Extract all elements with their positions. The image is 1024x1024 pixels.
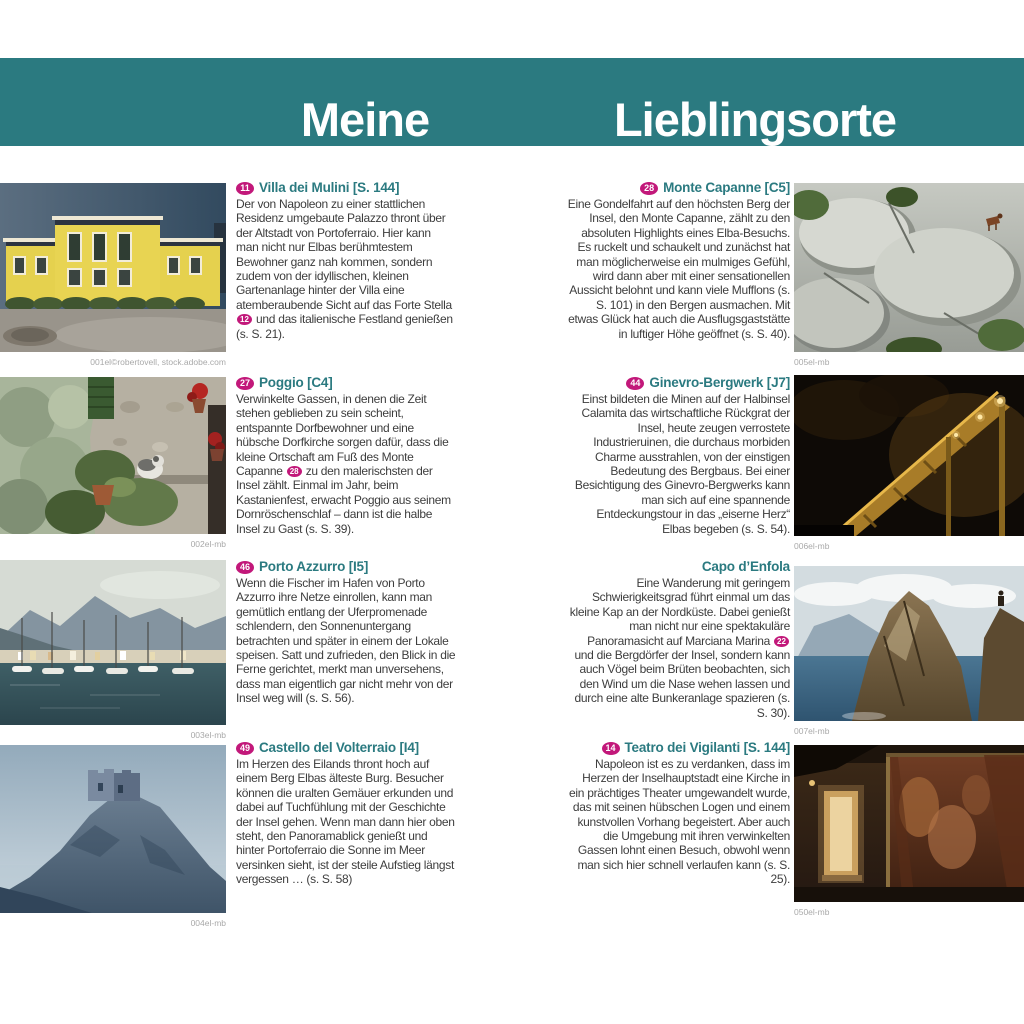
place-title: Ginevro-Bergwerk [J7] [649, 375, 790, 390]
place-number-badge: 46 [236, 561, 254, 574]
place-title: Teatro dei Vigilanti [S. 144] [624, 740, 790, 755]
place-heading [236, 180, 456, 195]
place-description: Wenn die Fischer im Hafen von Porto Azzurro ihre Netze einrollen, kann man gemütlich entlang der Uferpromenade schlendern, den Sonnenuntergang betrachten und später in einem der Lokale speisen. Satt und zufrieden, den Blick in die Ferne gerichtet, merkt man unversehens, dass man eigentlich gar nicht mehr von der Insel weg will (s. S. 56). [236, 576, 456, 706]
place-title: Capo d’Enfola [701, 559, 790, 574]
place-title: Villa dei Mulini [S. 144] [259, 180, 400, 195]
place-title: Porto Azzurro [I5] [259, 559, 369, 574]
photo-credit: 003el-mb [190, 730, 226, 740]
place-description: Verwinkelte Gassen, in denen die Zeit stehen geblieben zu sein scheint, entspannte Dorfbewohner und eine hübsche Dorfkirche sorgen dafür, dass die kleine Ortschaft am Fuß des Monte Capanne 28 zu den malerischsten der Insel zählt. Einmal im Jahr, beim Kastanienfest, erwacht Poggio aus seinem Dornröschenschlaf – dann ist die halbe Insel zu Gast (s. S. 39). [236, 392, 451, 536]
photo-credit: 002el-mb [190, 539, 226, 549]
place-number-badge: 44 [626, 377, 644, 390]
place-title: Poggio [C4] [259, 375, 333, 390]
place-description: Einst bildeten die Minen auf der Halbinsel Calamita das wirtschaftliche Rückgrat der Insel, heute zeugen verrostete Industrieruinen, die durchaus morbiden Charme ausstrahlen, von der einstigen Bedeutung des Bergbaus. Bei einer Besichtigung des Ginevro-Bergwerks kann man sich auf eine spannende Entdeckungstour in das „eiserne Herz“ Elbas begeben (s. S. 54). [574, 392, 790, 536]
place-description: Napoleon ist es zu verdanken, dass im Herzen der Inselhauptstadt eine Kirche in ein prächtiges Theater umgewandelt wurde, das mit seinen hübschen Logen und einem kunstvollen Vorhang begeistert. Aber auch die Umgebung mit ihren verwinkelten Gassen lohnt einen Besuch, obwohl wenn man sich hier schnell verlaufen kann (s. S. 25). [569, 757, 790, 887]
photo-monte-capanne-rocks [794, 183, 1024, 352]
place-description: Eine Wanderung mit geringem Schwierigkeitsgrad führt einmal um das kleine Kap an der Nordküste. Dabei genießt man nicht nur eine spektakuläre Panoramasicht auf Marciana Marina 22 und die Bergdörfer der Insel, sondern kann auch Vögel beim Brüten beobachten, sich den Wind um die Nase wehen lassen und durch eine alte Bunkeranlage spazieren (s. S. 30). [569, 576, 790, 720]
place-heading [236, 559, 456, 574]
photo-castello-volterraio [0, 745, 226, 913]
place-heading [566, 375, 790, 390]
place-heading [236, 740, 456, 755]
place-number-badge: 14 [602, 742, 620, 755]
photo-capo-denfola [794, 566, 1024, 721]
place-number-badge: 11 [236, 182, 254, 195]
photo-credit: 006el-mb [794, 541, 830, 551]
photo-villa-dei-mulini [0, 183, 226, 352]
entry-ginevro-bergwerk [566, 375, 790, 536]
place-description: Der von Napoleon zu einer stattlichen Residenz umgebaute Palazzo thront über der Altstadt von Portoferraio. Hier kann man nicht nur Elbas berühmtestem Bewohner ganz nah kommen, sondern zudem von der idyllischen, kleinen Gartenanlage hinter der Villa eine atemberaubende Sicht auf das Forte Stella 12 und das italienische Festland genießen (s. S. 21). [236, 197, 453, 341]
place-description: Im Herzen des Eilands thront hoch auf einem Berg Elbas älteste Burg. Besucher können die uralten Gemäuer erkunden und dabei auf Tuchfühlung mit der Geschichte der Insel gehen. Wenn man dann hier oben steht, den Panoramablick genießt und hinter Portoferraio die Sonne im Meer versinken sieht, ist der steile Aufstieg längst vergessen … (s. S. 58) [236, 757, 455, 887]
inline-place-number-badge: 12 [237, 314, 252, 325]
photo-credit: 001el©robertovell, stock.adobe.com [90, 357, 226, 367]
place-heading [566, 559, 790, 574]
photo-ginevro-mine [794, 375, 1024, 536]
entry-castello-del-volterraio [236, 740, 456, 887]
photo-porto-azzurro-harbour [0, 560, 226, 725]
place-number-badge: 27 [236, 377, 254, 390]
place-heading [566, 740, 790, 755]
page-title-word-left: Meine [300, 93, 430, 146]
photo-credit: 004el-mb [190, 918, 226, 928]
entry-poggio [236, 375, 456, 536]
place-description: Eine Gondelfahrt auf den höchsten Berg der Insel, den Monte Capanne, zählt zu den absoluten Highlights eines Elba-Besuchs. Es ruckelt und schaukelt und zunächst hat man möglicherweise ein mulmiges Gefühl, wird dann aber mit einer sensationellen Aussicht belohnt und kann viele Mufflons (s. S. 101) in den Bergen ausmachen. Mit etwas Glück hat auch die Ausflugsgaststätte in luftiger Höhe geöffnet (s. S. 40). [567, 197, 790, 341]
entry-monte-capanne [566, 180, 790, 341]
photo-poggio-alley [0, 377, 226, 534]
place-title: Monte Capanne [C5] [663, 180, 790, 195]
place-heading [236, 375, 456, 390]
entry-capo-denfola [566, 559, 790, 720]
inline-place-number-badge: 22 [774, 636, 789, 647]
entry-teatro-dei-vigilanti [566, 740, 790, 887]
photo-credit: 007el-mb [794, 726, 830, 736]
place-title: Castello del Volterraio [I4] [259, 740, 419, 755]
page-title-word-right: Lieblingsorte [613, 93, 897, 146]
photo-teatro-vigilanti [794, 745, 1024, 902]
entry-villa-dei-mulini [236, 180, 456, 341]
place-number-badge: 49 [236, 742, 254, 755]
photo-credit: 005el-mb [794, 357, 830, 367]
inline-place-number-badge: 28 [287, 466, 302, 477]
photo-credit: 050el-mb [794, 907, 830, 917]
place-number-badge: 28 [640, 182, 658, 195]
place-heading [566, 180, 790, 195]
entry-porto-azzurro [236, 559, 456, 706]
